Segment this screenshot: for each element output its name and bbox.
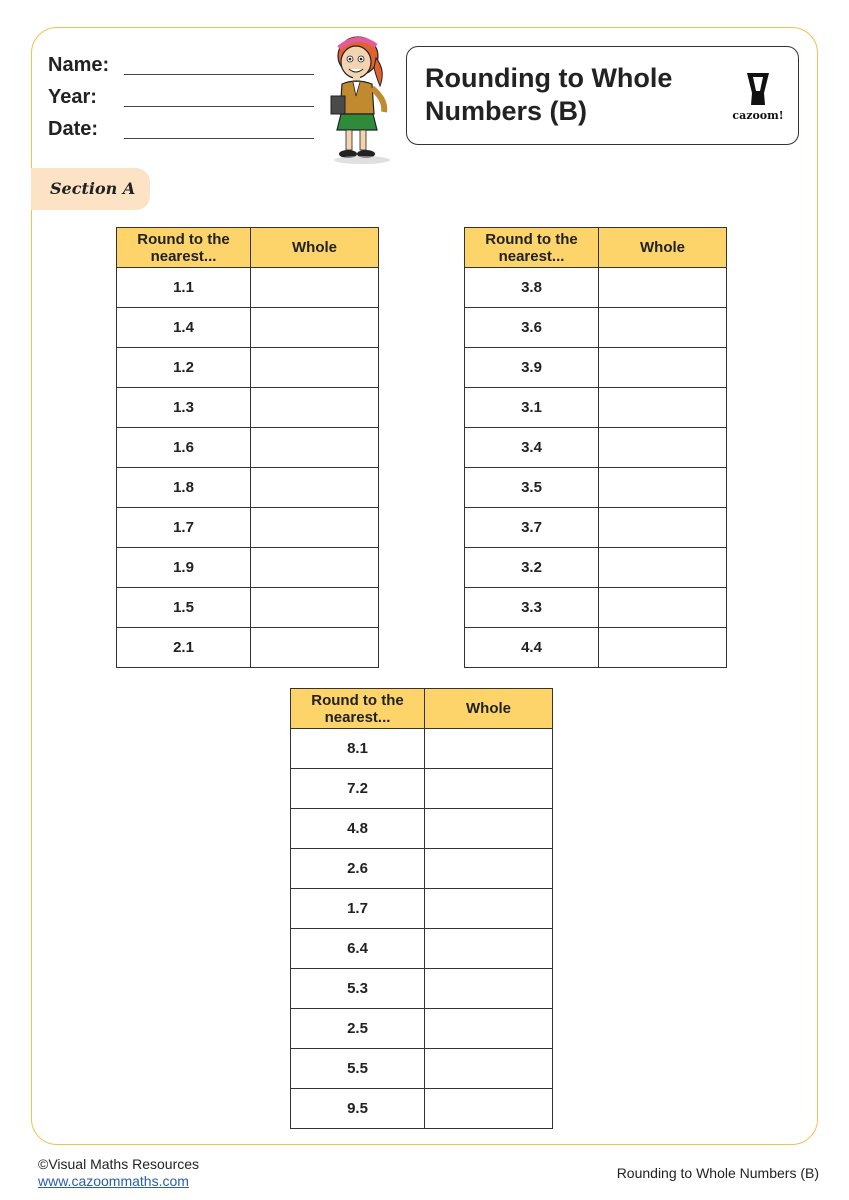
table-row [291,1009,553,1049]
number-cell: 3.4 [465,428,599,468]
number-cell: 1.7 [291,889,425,929]
table-row [117,308,379,348]
rounding-table-2 [464,227,727,668]
answer-cell[interactable] [425,849,553,889]
number-cell: 1.6 [117,428,251,468]
answer-cell[interactable] [425,729,553,769]
number-cell: 3.7 [465,508,599,548]
number-cell: 5.3 [291,969,425,1009]
number-cell: 5.5 [291,1049,425,1089]
answer-cell[interactable] [251,388,379,428]
answer-cell[interactable] [251,428,379,468]
answer-cell[interactable] [425,1009,553,1049]
column-header-whole: Whole [599,228,727,268]
column-header-round: Round to the nearest... [291,689,425,729]
table-row [117,588,379,628]
table-row [291,1089,553,1129]
answer-cell[interactable] [251,268,379,308]
number-cell: 6.4 [291,929,425,969]
answer-cell[interactable] [599,628,727,668]
column-header-whole: Whole [425,689,553,729]
table-row [117,508,379,548]
table-row [117,628,379,668]
section-a-tab: Section A [31,168,150,210]
number-cell: 3.1 [465,388,599,428]
column-header-whole: Whole [251,228,379,268]
table-header-row [291,689,553,729]
worksheet-title: Rounding to Whole Numbers (B) [425,63,673,126]
answer-cell[interactable] [251,348,379,388]
table-row [291,889,553,929]
rounding-table-3 [290,688,553,1129]
number-cell: 3.3 [465,588,599,628]
answer-cell[interactable] [425,1049,553,1089]
answer-cell[interactable] [599,348,727,388]
answer-cell[interactable] [425,929,553,969]
number-cell: 4.4 [465,628,599,668]
answer-cell[interactable] [599,588,727,628]
number-cell: 3.5 [465,468,599,508]
cazoom-brand-text: cazoom! [732,109,784,122]
number-cell: 3.2 [465,548,599,588]
table-header-row [465,228,727,268]
number-cell: 3.9 [465,348,599,388]
title-box [406,46,799,145]
name-label: Name: [48,54,110,76]
answer-cell[interactable] [599,508,727,548]
table-row [465,268,727,308]
table-row [291,929,553,969]
student-character-illustration [326,30,396,166]
number-cell: 8.1 [291,729,425,769]
trophy-icon [745,71,771,107]
date-label: Date: [48,118,99,140]
column-header-round: Round to the nearest... [117,228,251,268]
answer-cell[interactable] [251,468,379,508]
answer-cell[interactable] [599,428,727,468]
answer-cell[interactable] [599,308,727,348]
date-answer-line[interactable] [124,138,314,139]
answer-cell[interactable] [425,1089,553,1129]
answer-cell[interactable] [599,468,727,508]
answer-cell[interactable] [425,969,553,1009]
answer-cell[interactable] [251,508,379,548]
table-row [465,308,727,348]
table-row [117,468,379,508]
number-cell: 2.5 [291,1009,425,1049]
answer-cell[interactable] [251,628,379,668]
year-answer-line[interactable] [124,106,314,107]
table-row [465,548,727,588]
answer-cell[interactable] [425,889,553,929]
number-cell: 1.1 [117,268,251,308]
rounding-table-1 [116,227,379,668]
number-cell: 1.4 [117,308,251,348]
name-answer-line[interactable] [124,74,314,75]
number-cell: 3.6 [465,308,599,348]
table-row [117,388,379,428]
table-row [465,348,727,388]
table-row [291,809,553,849]
table-row [117,548,379,588]
answer-cell[interactable] [425,809,553,849]
answer-cell[interactable] [599,548,727,588]
answer-cell[interactable] [425,769,553,809]
table-row [117,268,379,308]
number-cell: 2.1 [117,628,251,668]
table-row [291,969,553,1009]
footer-copyright: ©Visual Maths Resources [38,1156,200,1172]
number-cell: 7.2 [291,769,425,809]
table-row [465,628,727,668]
table-row [291,769,553,809]
table-row [465,388,727,428]
answer-cell[interactable] [599,268,727,308]
number-cell: 1.3 [117,388,251,428]
number-cell: 1.7 [117,508,251,548]
year-label: Year: [48,86,97,108]
answer-cell[interactable] [599,388,727,428]
number-cell: 1.5 [117,588,251,628]
number-cell: 3.8 [465,268,599,308]
table-row [465,508,727,548]
table-row [117,348,379,388]
number-cell: 1.8 [117,468,251,508]
footer-website-link[interactable]: www.cazoommaths.com [38,1173,189,1189]
answer-cell[interactable] [251,308,379,348]
number-cell: 2.6 [291,849,425,889]
cazoom-logo [732,71,782,127]
table-row [465,428,727,468]
table-header-row [117,228,379,268]
number-cell: 9.5 [291,1089,425,1129]
table-row [465,588,727,628]
footer-page-title: Rounding to Whole Numbers (B) [616,1165,819,1181]
table-row [291,1049,553,1089]
number-cell: 4.8 [291,809,425,849]
table-row [117,428,379,468]
number-cell: 1.2 [117,348,251,388]
column-header-round: Round to the nearest... [465,228,599,268]
table-row [291,729,553,769]
table-row [291,849,553,889]
table-row [465,468,727,508]
answer-cell[interactable] [251,548,379,588]
number-cell: 1.9 [117,548,251,588]
answer-cell[interactable] [251,588,379,628]
